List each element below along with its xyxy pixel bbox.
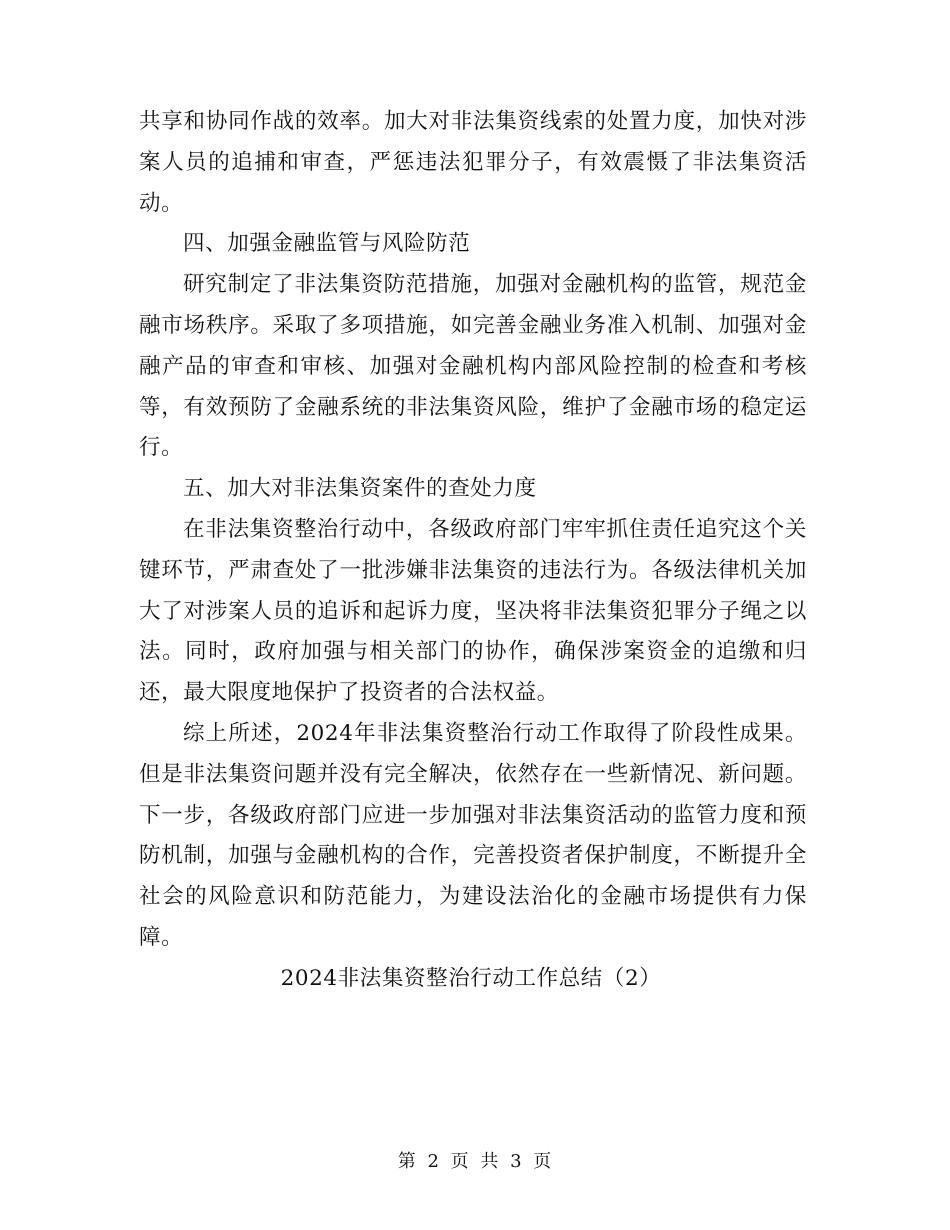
next-document-title: 2024非法集资整治行动工作总结（2）	[280, 965, 662, 991]
page-number-footer: 第 2 页 共 3 页	[397, 1151, 553, 1172]
paragraph-section-5: 在非法集资整治行动中，各级政府部门牢牢抓住责任追究这个关键环节，严肃查处了一批涉嫌非法集资的违法行为。各级法律机关加大了对涉案人员的追诉和起诉力度，坚决将非法集资犯罪分子绳之以法。同时，政府加强与相关部门的协作，确保涉案资金的追缴和归还，最大限度地保护了投资者的合法权益。	[139, 516, 807, 706]
paragraph-section-4: 研究制定了非法集资防范措施，加强对金融机构的监管，规范金融市场秩序。采取了多项措施，如完善金融业务准入机制、加强对金融产品的审查和审核、加强对金融机构内部风险控制的检查和考核等，有效预防了金融系统的非法集资风险，维护了金融市场的稳定运行。	[139, 272, 807, 461]
paragraph-summary: 综上所述，2024年非法集资整治行动工作取得了阶段性成果。但是非法集资问题并没有完全解决，依然存在一些新情况、新问题。下一步，各级政府部门应进一步加强对非法集资活动的监管力度和预防机制，加强与金融机构的合作，完善投资者保护制度，不断提升全社会的风险意识和防范能力，为建设法治化的金融市场提供有力保障。	[139, 720, 807, 950]
document-body	[139, 102, 807, 1000]
section-heading-5: 五、加大对非法集资案件的查处力度	[183, 476, 537, 502]
paragraph-continuation: 共享和协同作战的效率。加大对非法集资线索的处置力度，加快对涉案人员的追捕和审查，严惩违法犯罪分子，有效震慑了非法集资活动。	[139, 109, 807, 216]
section-heading-4: 四、加强金融监管与风险防范	[183, 231, 471, 257]
